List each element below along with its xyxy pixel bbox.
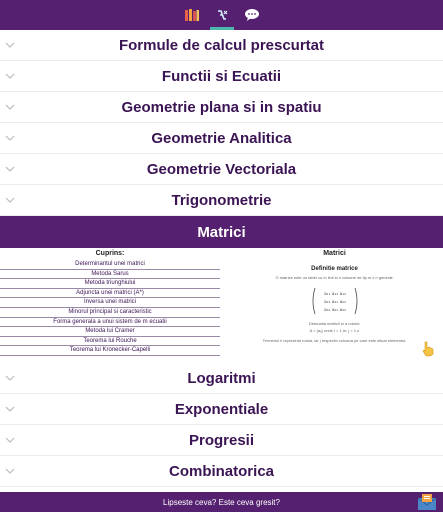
preview-notation: Detonatia matricii si a rotului: [308,321,361,326]
matrix-row: a₁₁ a₁₂ a₁₃ [323,292,346,297]
content-preview[interactable] [232,248,437,363]
section-row[interactable] [0,394,443,425]
chevron-down-icon [5,165,15,173]
toc-link[interactable]: Forma generala a unui sistem de m ecuatii [0,318,220,328]
toc-link[interactable]: Minorul principal si caracteristic [0,308,220,318]
section-label: Logaritmi [187,369,256,387]
section-list-top [0,30,443,216]
toc-link[interactable]: Teorema lui Kronecker-Capelli [0,346,220,356]
pointing-hand-icon [421,341,435,357]
section-row[interactable] [0,92,443,123]
chevron-down-icon [5,134,15,142]
section-row[interactable] [0,456,443,487]
toc-link[interactable]: Determinantul unei matrici [0,260,220,270]
tab-books[interactable] [177,0,207,30]
chevron-down-icon [5,103,15,111]
toc-link[interactable]: Adjuncta unei matrici (A*) [0,289,220,299]
section-row[interactable] [0,154,443,185]
feedback-message: Lipseste ceva? Este ceva gresit? [163,497,280,507]
section-row[interactable] [0,61,443,92]
chevron-down-icon [5,467,15,475]
section-label: Progresii [188,431,255,449]
section-row[interactable] [0,30,443,61]
preview-title: Matrici [323,250,346,257]
mail-icon[interactable] [417,493,437,511]
matrix-row: a₂₁ a₂₂ a₂₃ [323,300,346,305]
section-row-matrici-expanded[interactable] [0,216,443,248]
preview-formula: A = (aᵢⱼ) unde i = 1,m; j = 1,n [309,328,360,333]
section-row[interactable] [0,185,443,216]
tab-formulas[interactable] [207,0,237,30]
preview-note: Termenul il reprezinta rotula, iar j respectiv coloana pe care este situat elementul. [262,338,407,343]
section-row[interactable] [0,363,443,394]
section-label: Trigonometrie [171,191,272,209]
section-row[interactable] [0,425,443,456]
toc-title: Cuprins: [95,250,125,257]
toc-link[interactable]: Teorema lui Rouche [0,337,220,347]
chat-bubble-icon [244,8,260,22]
chevron-down-icon [5,72,15,80]
chevron-down-icon [5,196,15,204]
tab-chat[interactable] [237,0,267,30]
feedback-bar[interactable] [0,492,443,512]
chevron-down-icon [5,436,15,444]
toc-link[interactable]: Metoda lui Cramer [0,327,220,337]
toc-link[interactable]: Inversa unei matrici [0,298,220,308]
section-label: Geometrie plana si in spatiu [121,98,322,116]
chevron-down-icon [5,41,15,49]
section-label: Matrici [197,223,246,241]
section-label: Combinatorica [168,462,274,480]
chevron-down-icon [5,405,15,413]
matrix-figure [310,286,360,316]
section-list-bottom [0,363,443,487]
matrici-content-panel [0,248,443,363]
section-label: Formule de calcul prescurtat [118,36,325,54]
formula-icon [215,8,229,22]
section-label: Exponentiale [174,400,269,418]
toc-link[interactable]: Metoda Sarus [0,270,220,280]
top-tab-bar [0,0,443,30]
table-of-contents [0,248,220,356]
section-label: Functii si Ecuatii [161,67,282,85]
preview-text: O matrice este un tabel cu m linii si n coloane de tip m x n generat: [275,275,394,280]
books-icon [184,8,200,22]
toc-link[interactable]: Metoda triunghiului [0,279,220,289]
chevron-down-icon [5,374,15,382]
matrix-row: a₃₁ a₃₂ a₃₃ [323,308,346,313]
section-row[interactable] [0,123,443,154]
preview-subtitle: Definitie matrice [311,266,358,272]
section-label: Geometrie Vectoriala [146,160,297,178]
section-label: Geometrie Analitica [151,129,292,147]
